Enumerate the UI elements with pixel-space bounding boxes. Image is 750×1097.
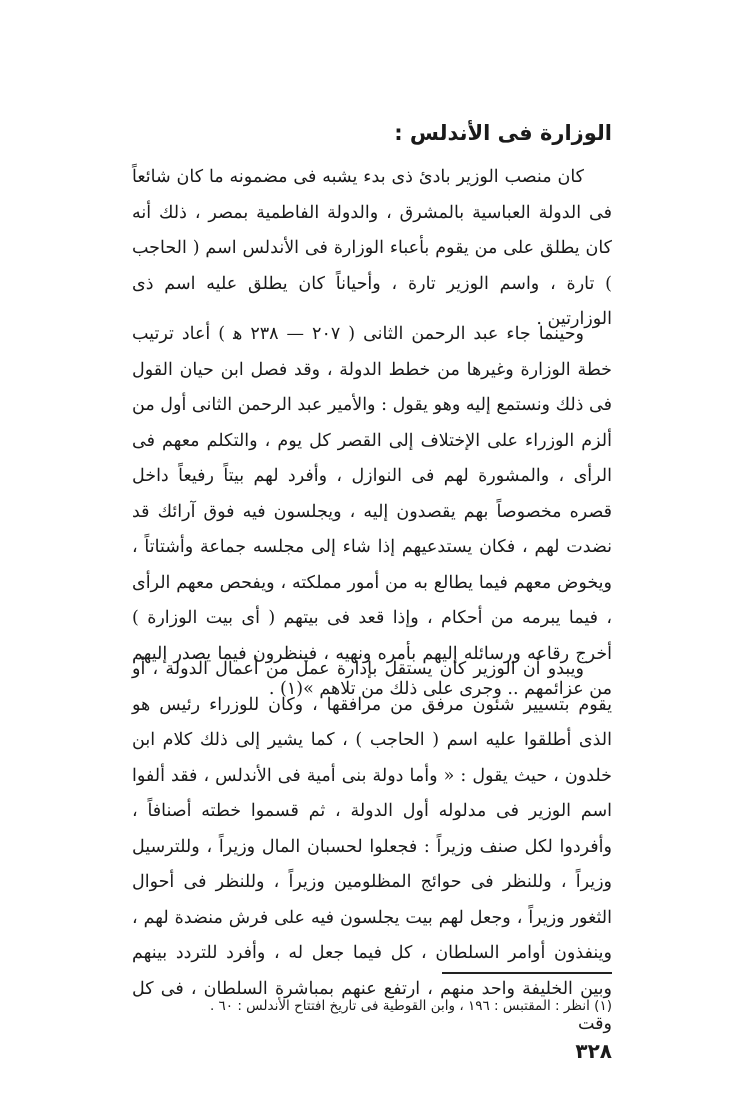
page-number: ٣٢٨ (575, 1039, 612, 1063)
section-heading: الوزارة فى الأندلس : (394, 121, 612, 145)
paragraph-3: ويبدو أن الوزير كان يستقل بإدارة عمل من أعمال الدولة ، أو يقوم بتسيير شئون مرفق من مرافقها ، وكان للوزراء رئيس هو الذى أطلقوا عليه اسم ( الحاجب ) ، كما يشير إلى ذلك كلام ابن خلدون ، حيث يقول : « وأما دولة بنى أمية فى الأندلس ، فقد ألفوا اسم الوزير فى مدلوله أول الدولة ، ثم قسموا خطته أصنافاً ، وأفردوا لكل صنف وزيراً : فجعلوا لحسبان المال وزيراً ، وللترسيل وزيراً ، وللنظر فى حوائج المظلومين وزيراً ، وللنظر فى أحوال الثغور وزيراً ، وجعل لهم بيت يجلسون فيه على فرش منضدة لهم ، وينفذون أوامر السلطان ، كل فيما جعل له ، وأفرد للتردد بينهم وبين الخليفة واحد منهم ، ارتفع عنهم بمباشرة السلطان ، فى كل وقت (132, 659, 612, 1034)
paragraph-2: وحينما جاء عبد الرحمن الثانى ( ٢٠٧ — ٢٣٨ ﻫ ) أعاد ترتيب خطة الوزارة وغيرها من خطط الدولة ، وقد فصل ابن حيان القول فى ذلك ونستمع إليه وهو يقول : والأمير عبد الرحمن الثانى أول من ألزم الوزراء على الإختلاف إلى القصر كل يوم ، والتكلم معهم فى الرأى ، والمشورة لهم فى النوازل ، وأفرد لهم بيتاً رفيعاً داخل قصره مخصوصاً بهم يقصدون إليه ، ويجلسون فيه فوق آرائك قد نضدت لهم ، فكان يستدعيهم إذا شاء إلى مجلسه جماعة وأشتاتاً ، ويخوض معهم فيما يطالع به من أمور مملكته ، ويفحص معهم الرأى ، فيما يبرمه من أحكام ، وإذا قعد فى بيتهم ( أى بيت الوزارة ) أخرج رقاعه ورسائله إليهم بأمره ونهيه ، فينظرون فيما يصدر إليهم من عزائمهم .. وجرى على ذلك من تلاهم »(١) . (132, 324, 612, 699)
paragraph-1: كان منصب الوزير بادئ ذى بدء يشبه فى مضمونه ما كان شائعاً فى الدولة العباسية بالمشرق ، والدولة الفاطمية بمصر ، ذلك أنه كان يطلق على من يقوم بأعباء الوزارة فى الأندلس اسم ( الحاجب ) تارة ، واسم الوزير تارة ، وأحياناً كان يطلق عليه اسم ذى الوزارتين . (132, 167, 612, 329)
footnote-divider (442, 972, 612, 974)
footnote: (١) انظر : المقتبس : ١٩٦ ، وابن القوطية فى تاريخ افتتاح الأندلس : ٦٠ . (209, 998, 612, 1014)
